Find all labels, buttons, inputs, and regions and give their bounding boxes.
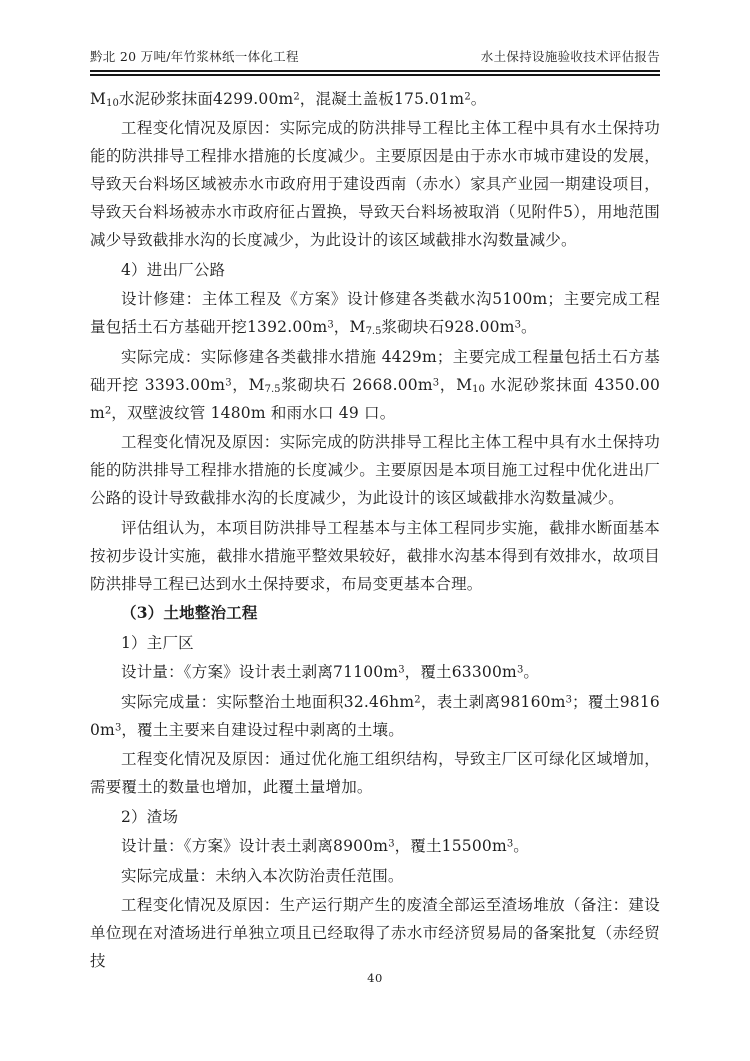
superscript: 2 <box>293 91 300 102</box>
text-run: 1）主厂区 <box>121 633 194 652</box>
text-run: 工程变化情况及原因：实际完成的防洪排导工程比主体工程中具有水土保持功能的防洪排导工程排水措施的长度减少。主要原因是由于赤水市城市建设的发展，导致天台料场区域被赤水市政府用于建设西南（赤水）家具产业园一期建设项目，导致天台料场被赤水市政府征占置换，导致天台料场被取消（见附件5），用地范围减少导致截排水沟的长度减少，为此设计的该区域截排水沟数量减少。 <box>90 119 660 249</box>
subscript: 7.5 <box>365 325 382 337</box>
superscript: 3 <box>388 838 395 850</box>
text-run: 浆砌块石 2668.00m <box>280 375 433 394</box>
paragraph <box>90 745 660 801</box>
text-run: ，覆土15500m <box>394 837 507 855</box>
text-run: 评估组认为，本项目防洪排导工程基本与主体工程同步实施，截排水断面基本按初步设计实施，截排水措施平整效果较好，截排水沟基本得到有效排水，故项目防洪排导工程已达到水土保持要求，布局变更基本合理。 <box>90 518 660 593</box>
text-run: 实际完成：实际修建各类截排水措施 4429m；主要完成工程量包括土石方基础开挖 3393.00m <box>90 347 660 394</box>
text-run: 浆砌块石928.00m <box>381 318 515 336</box>
superscript: 3 <box>432 377 440 388</box>
text-run: ，混凝土盖板175.01m <box>299 89 465 108</box>
page-number: 40 <box>367 971 383 985</box>
text-run: 。 <box>523 663 540 681</box>
page-header <box>90 47 660 65</box>
paragraph <box>90 114 660 254</box>
superscript: 2 <box>464 91 471 102</box>
superscript: 3 <box>327 319 334 331</box>
paragraph <box>90 285 660 341</box>
text-run: 工程变化情况及原因：通过优化施工组织结构，导致主厂区可绿化区域增加，需要覆土的数量也增加，此覆土量增加。 <box>90 750 660 796</box>
text-run: 设计量：《方案》设计表土剥离71100m <box>121 663 399 681</box>
text-run: 实际完成量：实际整治土地面积32.46hm <box>121 692 415 711</box>
document-body <box>90 83 660 977</box>
text-run: ，双壁波纹管 1480m 和雨水口 49 口。 <box>111 403 396 422</box>
superscript: 3 <box>565 694 572 705</box>
paragraph <box>90 891 660 975</box>
superscript: 3 <box>506 838 514 850</box>
paragraph <box>90 428 660 512</box>
paragraph <box>90 85 660 113</box>
header-report-title: 水土保持设施验收技术评估报告 <box>480 49 660 64</box>
text-run: 工程变化情况及原因：生产运行期产生的废渣全部运至渣场堆放（备注：建设单位现在对渣场进行单独立项且已经取得了赤水市经济贸易局的备案批复（赤经贸技 <box>90 896 660 970</box>
text-run: 实际完成量：未纳入本次防治责任范围。 <box>121 866 404 885</box>
text-run: （3）土地整治工程 <box>121 603 258 622</box>
header-project-title: 黔北 20 万吨/年竹浆林纸一体化工程 <box>90 49 299 64</box>
superscript: 3 <box>514 319 521 331</box>
paragraph <box>90 629 660 657</box>
text-run: 4）进出厂公路 <box>121 260 226 279</box>
subscript: 10 <box>106 97 119 109</box>
superscript: 3 <box>114 722 122 733</box>
paragraph <box>90 803 660 831</box>
text-run: 工程变化情况及原因：实际完成的防洪排导工程比主体工程中具有水土保持功能的防洪排导工程排水措施的长度减少。主要原因是本项目施工过程中优化进出厂公路的设计导致截排水沟的长度减少，为此设计的该区域截排水沟数量减少。 <box>90 433 660 507</box>
text-run: ；覆土98160m <box>90 692 660 739</box>
paragraph <box>90 599 660 627</box>
text-run: 设计量：《方案》设计表土剥离8900m <box>121 837 389 855</box>
text-run: 。 <box>513 837 529 855</box>
subscript: 7.5 <box>264 383 281 395</box>
paragraph <box>90 658 660 686</box>
text-run: ，表土剥离98160m <box>420 692 566 711</box>
text-run: ，覆土63300m <box>404 663 517 681</box>
subscript: 10 <box>472 383 485 395</box>
text-run: ，M <box>439 375 473 394</box>
paragraph <box>90 688 660 744</box>
header-double-rule <box>90 70 660 76</box>
text-run: 。 <box>470 89 487 108</box>
page-footer <box>0 971 750 985</box>
text-run: 2）渣场 <box>121 807 179 826</box>
superscript: 3 <box>398 664 405 676</box>
text-run: 设计修建：主体工程及《方案》设计修建各类截水沟5100m；主要完成工程量包括土石方基础开挖1392.00m <box>90 290 660 336</box>
paragraph <box>90 256 660 284</box>
superscript: 3 <box>225 377 232 388</box>
text-run: ，M <box>231 375 265 394</box>
superscript: 2 <box>414 694 421 705</box>
superscript: 3 <box>516 664 524 676</box>
text-run: ，覆土主要来自建设过程中剥离的土壤。 <box>121 720 404 739</box>
text-run: M <box>90 89 107 108</box>
paragraph <box>90 343 660 427</box>
paragraph <box>90 862 660 890</box>
text-run: ，M <box>333 318 366 336</box>
superscript: 2 <box>104 405 112 416</box>
text-run: 。 <box>520 318 537 336</box>
paragraph <box>90 514 660 598</box>
text-run: 水泥砂浆抹面4299.00m <box>118 89 294 108</box>
paragraph <box>90 832 660 860</box>
text-run: 水泥砂浆抹面 4350.00m <box>90 375 660 422</box>
